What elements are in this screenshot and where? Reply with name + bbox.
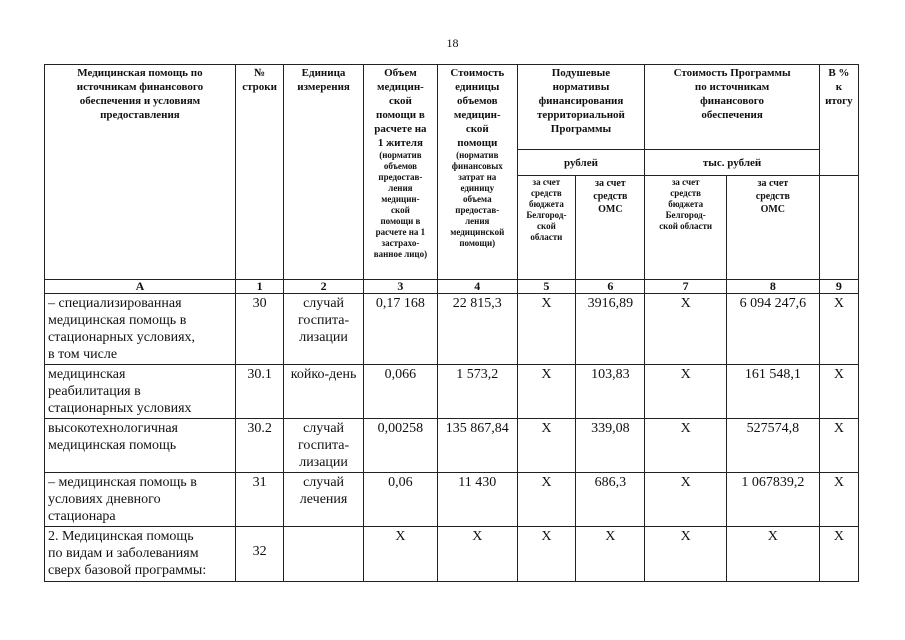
table-row [45, 419, 859, 473]
row-budget-per-capita: Х [517, 365, 576, 419]
row-volume: Х [363, 527, 437, 582]
header-col-3-note: (норматив объемов предостав- ления медицин- ской помощи в расчете на 1 застрахо- ванное лицо) [373, 150, 428, 259]
row-cost: 135 867,84 [438, 419, 517, 473]
row-volume: 0,00258 [363, 419, 437, 473]
row-percent: Х [819, 419, 858, 473]
row-oms-per-capita: 103,83 [576, 365, 645, 419]
row-name: – медицинская помощь в условиях дневного стационара [45, 473, 236, 527]
header-unit-thousand-rubles: тыс. рублей [645, 150, 819, 176]
row-line-number: 30 [235, 294, 283, 365]
header-col-3: Объем медицин- ской помощи в расчете на 1 жителя (норматив объемов предостав- ления медицин- ской помощи в расчете на 1 застрахо- ванное лицо) [363, 65, 437, 280]
number-cell: 3 [363, 280, 437, 294]
row-line-number: 31 [235, 473, 283, 527]
row-oms-per-capita: 3916,89 [576, 294, 645, 365]
row-oms-cost: 527574,8 [726, 419, 819, 473]
number-cell: 1 [235, 280, 283, 294]
row-line-number: 30.1 [235, 365, 283, 419]
header-col-8: за счет средств ОМС [726, 176, 819, 280]
header-col-6: за счет средств ОМС [576, 176, 645, 280]
row-percent: Х [819, 527, 858, 582]
header-group-program-cost: Стоимость Программы по источникам финансового обеспечения [645, 65, 819, 150]
row-budget-cost: Х [645, 365, 727, 419]
row-oms-per-capita: Х [576, 527, 645, 582]
number-cell: 7 [645, 280, 727, 294]
row-unit: случай госпита- лизации [284, 419, 363, 473]
number-cell: 9 [819, 280, 858, 294]
header-col-1: № строки [235, 65, 283, 280]
row-unit [284, 527, 363, 582]
number-cell: А [45, 280, 236, 294]
header-col-a: Медицинская помощь по источникам финансового обеспечения и условиям предоставления [45, 65, 236, 280]
row-budget-per-capita: Х [517, 419, 576, 473]
number-cell: 6 [576, 280, 645, 294]
row-line-number: 30.2 [235, 419, 283, 473]
row-budget-per-capita: Х [517, 294, 576, 365]
row-name: – специализированная медицинская помощь в стационарных условиях, в том числе [45, 294, 236, 365]
row-cost: 22 815,3 [438, 294, 517, 365]
row-percent: Х [819, 365, 858, 419]
row-cost: Х [438, 527, 517, 582]
row-budget-cost: Х [645, 419, 727, 473]
table-row [45, 527, 859, 582]
row-oms-cost: Х [726, 527, 819, 582]
header-col-9-blank [819, 176, 858, 280]
header-col-9: В % к итогу [819, 65, 858, 176]
row-percent: Х [819, 473, 858, 527]
numbering-row [45, 280, 859, 294]
header-col-5: за счет средств бюджета Белгород- ской области [517, 176, 576, 280]
header-col-4-note: (норматив финансовых затрат на единицу объема предостав- ления медицинской помощи) [450, 150, 505, 248]
number-cell: 5 [517, 280, 576, 294]
row-budget-cost: Х [645, 527, 727, 582]
row-oms-per-capita: 686,3 [576, 473, 645, 527]
row-budget-per-capita: Х [517, 527, 576, 582]
row-budget-cost: Х [645, 473, 727, 527]
row-name: высокотехнологичная медицинская помощь [45, 419, 236, 473]
table-row [45, 473, 859, 527]
header-unit-rubles: рублей [517, 150, 645, 176]
row-cost: 11 430 [438, 473, 517, 527]
number-cell: 8 [726, 280, 819, 294]
row-name: 2. Медицинская помощь по видам и заболеваниям сверх базовой программы: [45, 527, 236, 582]
row-unit: случай лечения [284, 473, 363, 527]
header-group-per-capita: Подушевые нормативы финансирования территориальной Программы [517, 65, 645, 150]
row-unit: случай госпита- лизации [284, 294, 363, 365]
row-line-number: 32 [235, 527, 283, 582]
header-col-2: Единица измерения [284, 65, 363, 280]
row-oms-cost: 1 067839,2 [726, 473, 819, 527]
header-col-4: Стоимость единицы объемов медицин- ской помощи (норматив финансовых затрат на единицу объема предостав- ления медицинской помощи) [438, 65, 517, 280]
row-volume: 0,06 [363, 473, 437, 527]
row-name: медицинская реабилитация в стационарных условиях [45, 365, 236, 419]
row-budget-per-capita: Х [517, 473, 576, 527]
row-oms-cost: 6 094 247,6 [726, 294, 819, 365]
table-row [45, 365, 859, 419]
row-budget-cost: Х [645, 294, 727, 365]
header-col-7: за счет средств бюджета Белгород- ской области [645, 176, 727, 280]
header-row-1 [45, 65, 859, 150]
row-unit: койко-день [284, 365, 363, 419]
number-cell: 2 [284, 280, 363, 294]
row-cost: 1 573,2 [438, 365, 517, 419]
table-row [45, 294, 859, 365]
page-number: 18 [446, 36, 459, 50]
program-cost-table [44, 64, 859, 582]
number-cell: 4 [438, 280, 517, 294]
row-volume: 0,17 168 [363, 294, 437, 365]
row-volume: 0,066 [363, 365, 437, 419]
row-percent: Х [819, 294, 858, 365]
row-oms-per-capita: 339,08 [576, 419, 645, 473]
row-oms-cost: 161 548,1 [726, 365, 819, 419]
